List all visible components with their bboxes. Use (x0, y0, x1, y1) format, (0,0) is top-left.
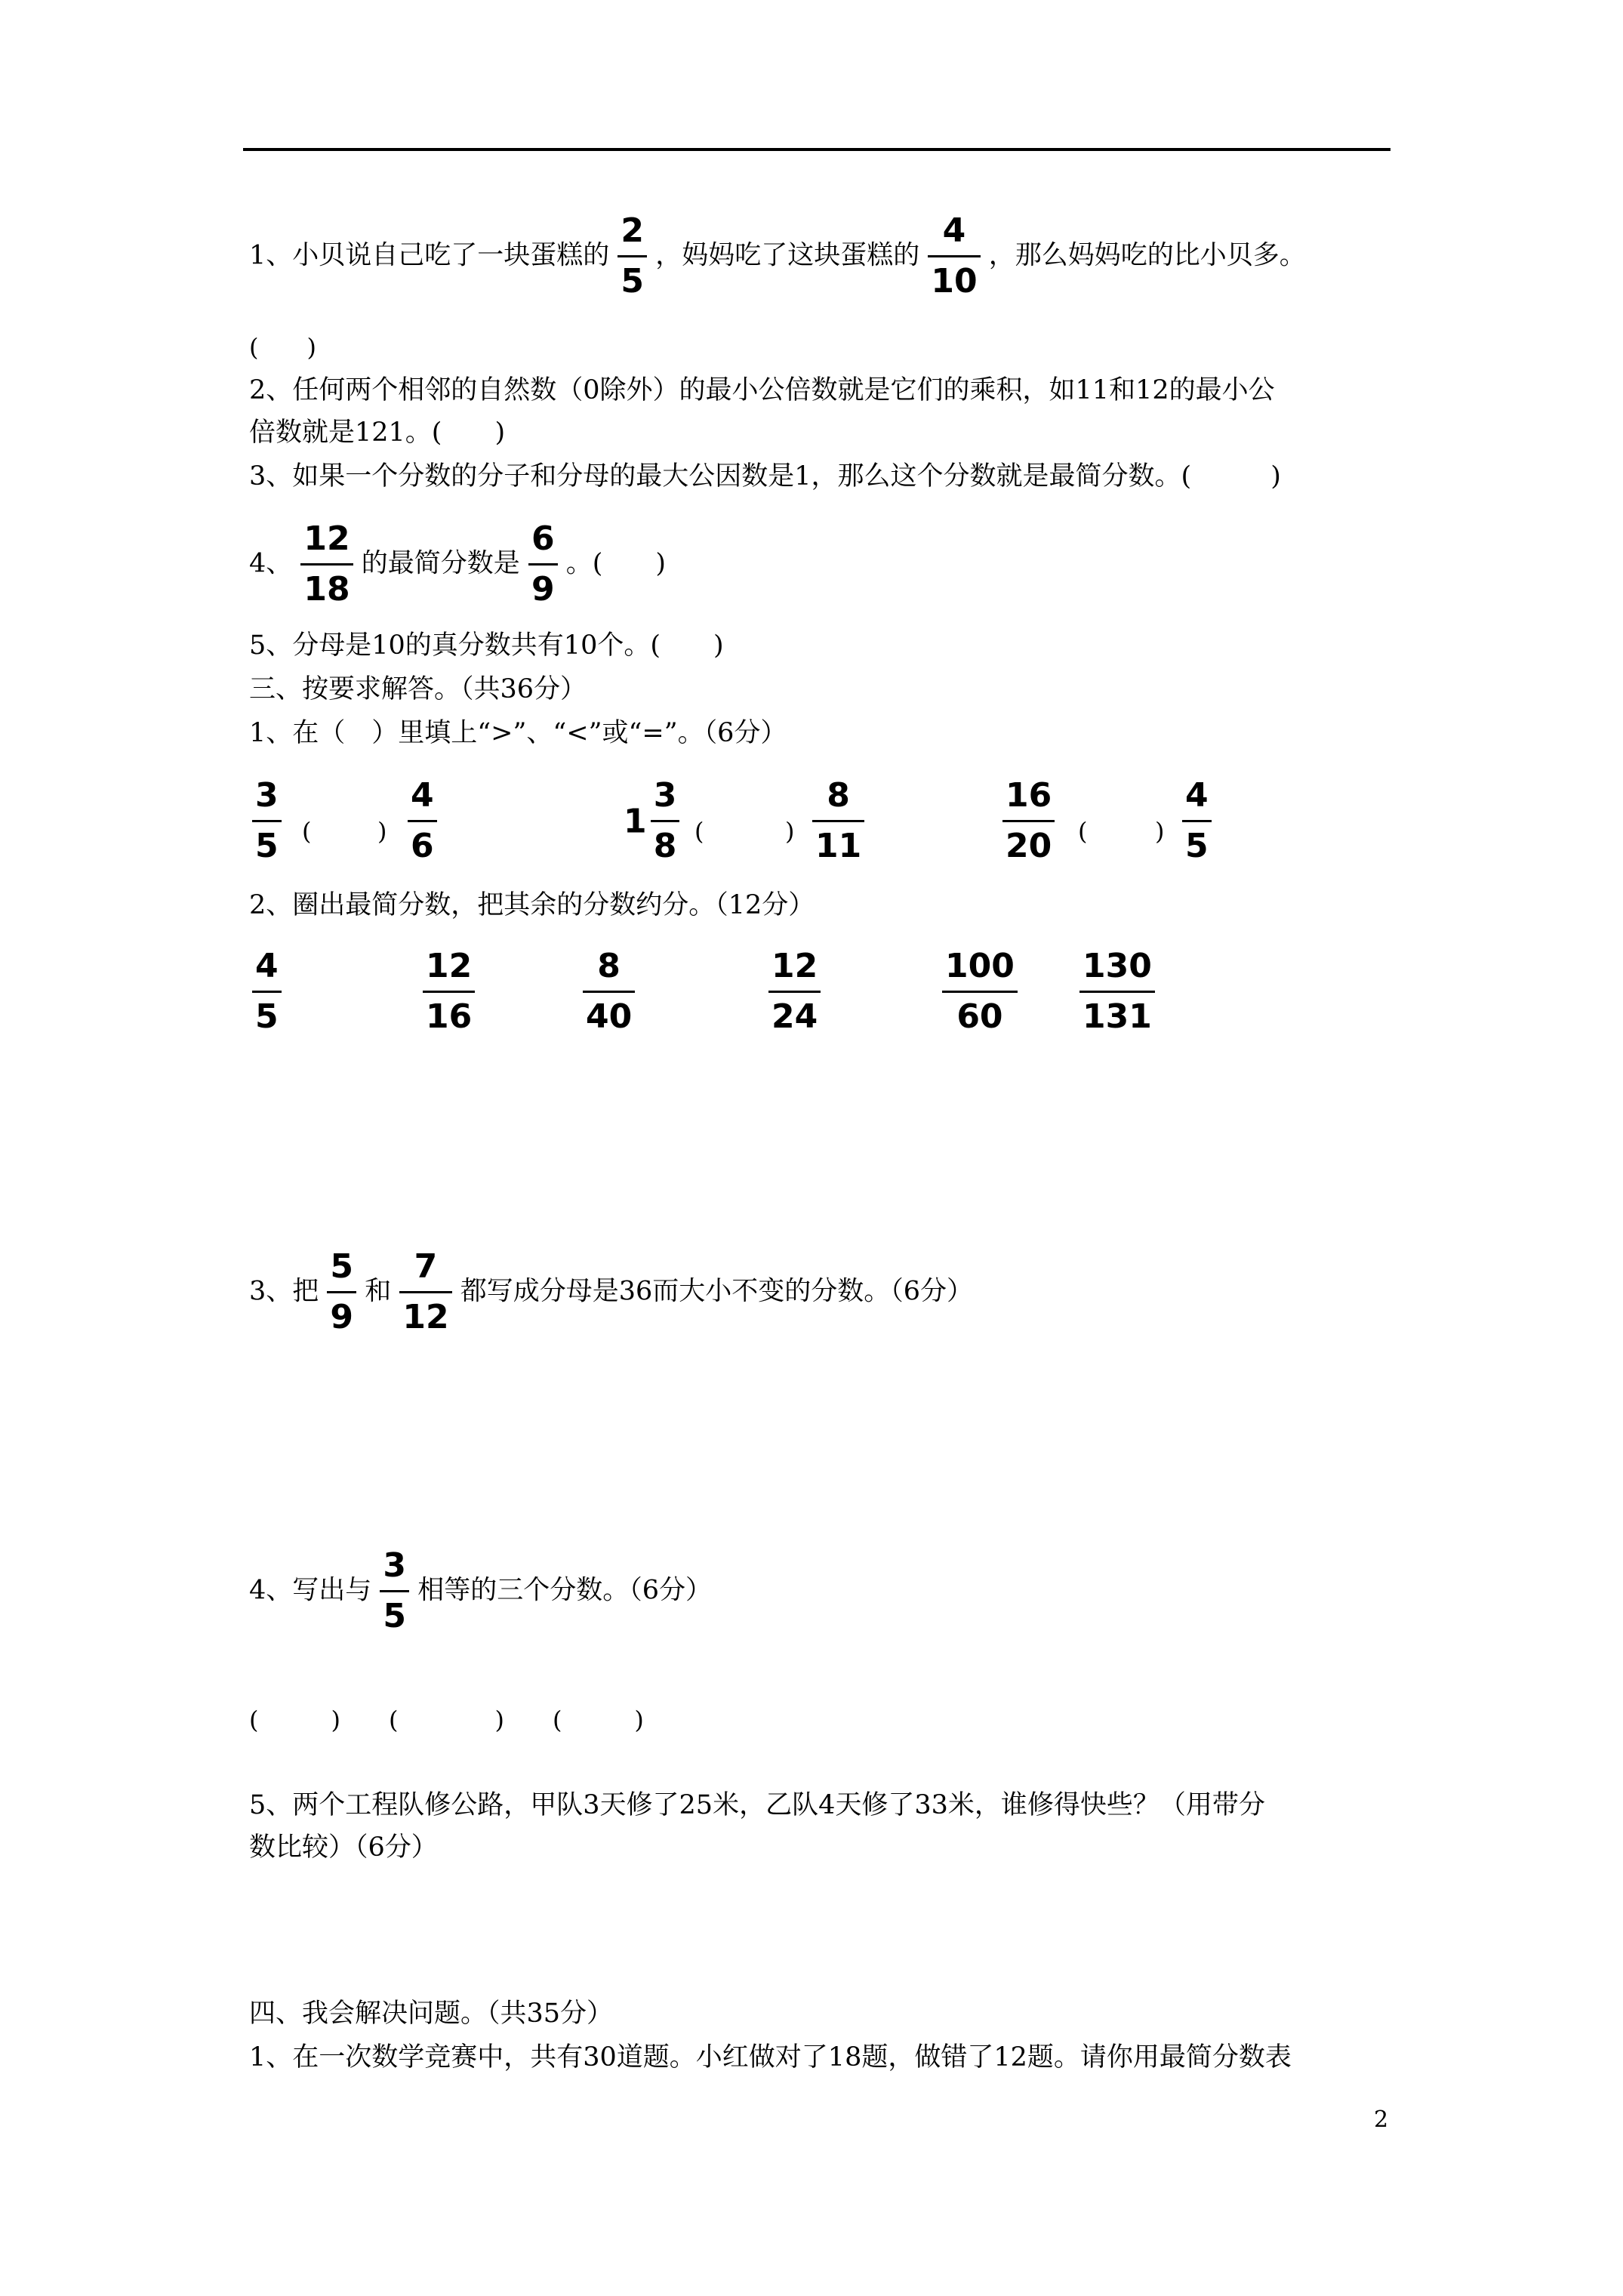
judge-q2-line2: 倍数就是121。( ) (249, 418, 506, 448)
fraction[interactable]: $\frac{130}{131}$ (1079, 948, 1155, 1036)
compare-pair: $\frac{3}{5}$ (252, 778, 282, 865)
judge-q1-paren: ( ) (249, 333, 316, 362)
judge-q2-line1: 2、任何两个相邻的自然数（0除外）的最小公倍数就是它们的乘积，如11和12的最小公 (249, 375, 1275, 405)
s4-p1: 1、在一次数学竞赛中，共有30道题。小红做对了18题，做错了12题。请你用最简分数表 (249, 2042, 1292, 2073)
s3-p4: 4、写出与 $\frac{3}{5}$ 相等的三个分数。（6分） (249, 1546, 712, 1636)
s3-p3: 3、把 $\frac{5}{9}$ 和 $\frac{7}{12}$ 都写成分母是36而大小不变的分数。（6分） (249, 1247, 974, 1337)
answer-paren-open[interactable]: ( (1078, 817, 1088, 846)
judge-q1 (249, 213, 1306, 300)
compare-pair: $\frac{8}{11}$ (812, 778, 864, 865)
s3-p4-blanks[interactable]: ( ) ( ) ( ) (249, 1706, 644, 1734)
s3-p2-instruction: 2、圈出最简分数，把其余的分数约分。（12分） (249, 890, 815, 920)
s3-p5-line1: 5、两个工程队修公路，甲队3天修了25米，乙队4天修了33米，谁修得快些？（用带分 (249, 1790, 1265, 1820)
fraction: $\frac{4}{10}$ (928, 213, 980, 300)
answer-paren-open[interactable]: ( (694, 817, 704, 846)
judge-q1-text: ，妈妈吃了这块蛋糕的 (655, 240, 920, 271)
fraction[interactable]: $\frac{12}{16}$ (423, 948, 475, 1036)
answer-paren-close[interactable]: ) (785, 817, 795, 846)
compare-pair: 1 $\frac{3}{8}$ (624, 778, 679, 865)
fraction: $\frac{6}{9}$ (528, 521, 558, 609)
fraction: $\frac{2}{5}$ (617, 213, 647, 300)
answer-paren-open[interactable]: ( (302, 817, 312, 846)
fraction: $\frac{12}{18}$ (300, 521, 353, 609)
fraction: $\frac{5}{9}$ (327, 1249, 356, 1336)
compare-pair: $\frac{4}{6}$ (408, 778, 437, 865)
compare-pair: $\frac{4}{5}$ (1182, 778, 1212, 865)
fraction[interactable]: $\frac{4}{5}$ (252, 948, 282, 1036)
fraction: $\frac{7}{12}$ (399, 1249, 451, 1336)
fraction[interactable]: $\frac{8}{40}$ (583, 948, 635, 1036)
header-rule (243, 148, 1390, 151)
answer-paren-close[interactable]: ) (1155, 817, 1165, 846)
judge-q1-text: 1、小贝说自己吃了一块蛋糕的 (249, 240, 610, 271)
compare-pair: $\frac{16}{20}$ (1002, 778, 1055, 865)
fraction: $\frac{3}{5}$ (380, 1548, 409, 1635)
fraction[interactable]: $\frac{12}{24}$ (768, 948, 821, 1036)
s3-p5-line2: 数比较）（6分） (249, 1832, 438, 1863)
fraction[interactable]: $\frac{100}{60}$ (942, 948, 1018, 1036)
section3-heading: 三、按要求解答。（共36分） (249, 674, 587, 704)
judge-q3: 3、如果一个分数的分子和分母的最大公因数是1，那么这个分数就是最简分数。( ) (249, 461, 1281, 492)
s3-p1-instruction: 1、在（ ）里填上“>”、“<”或“=”。（6分） (249, 718, 787, 748)
answer-paren-close[interactable]: ) (377, 817, 387, 846)
section4-heading: 四、我会解决问题。（共35分） (249, 1999, 614, 2029)
judge-q1-text: ，那么妈妈吃的比小贝多。 (988, 240, 1306, 271)
judge-q5: 5、分母是10的真分数共有10个。( ) (249, 630, 724, 661)
judge-q4: 4、 $\frac{12}{18}$ 的最简分数是 $\frac{6}{9}$ 。( ) (249, 519, 667, 609)
page-number: 2 (1374, 2106, 1389, 2133)
